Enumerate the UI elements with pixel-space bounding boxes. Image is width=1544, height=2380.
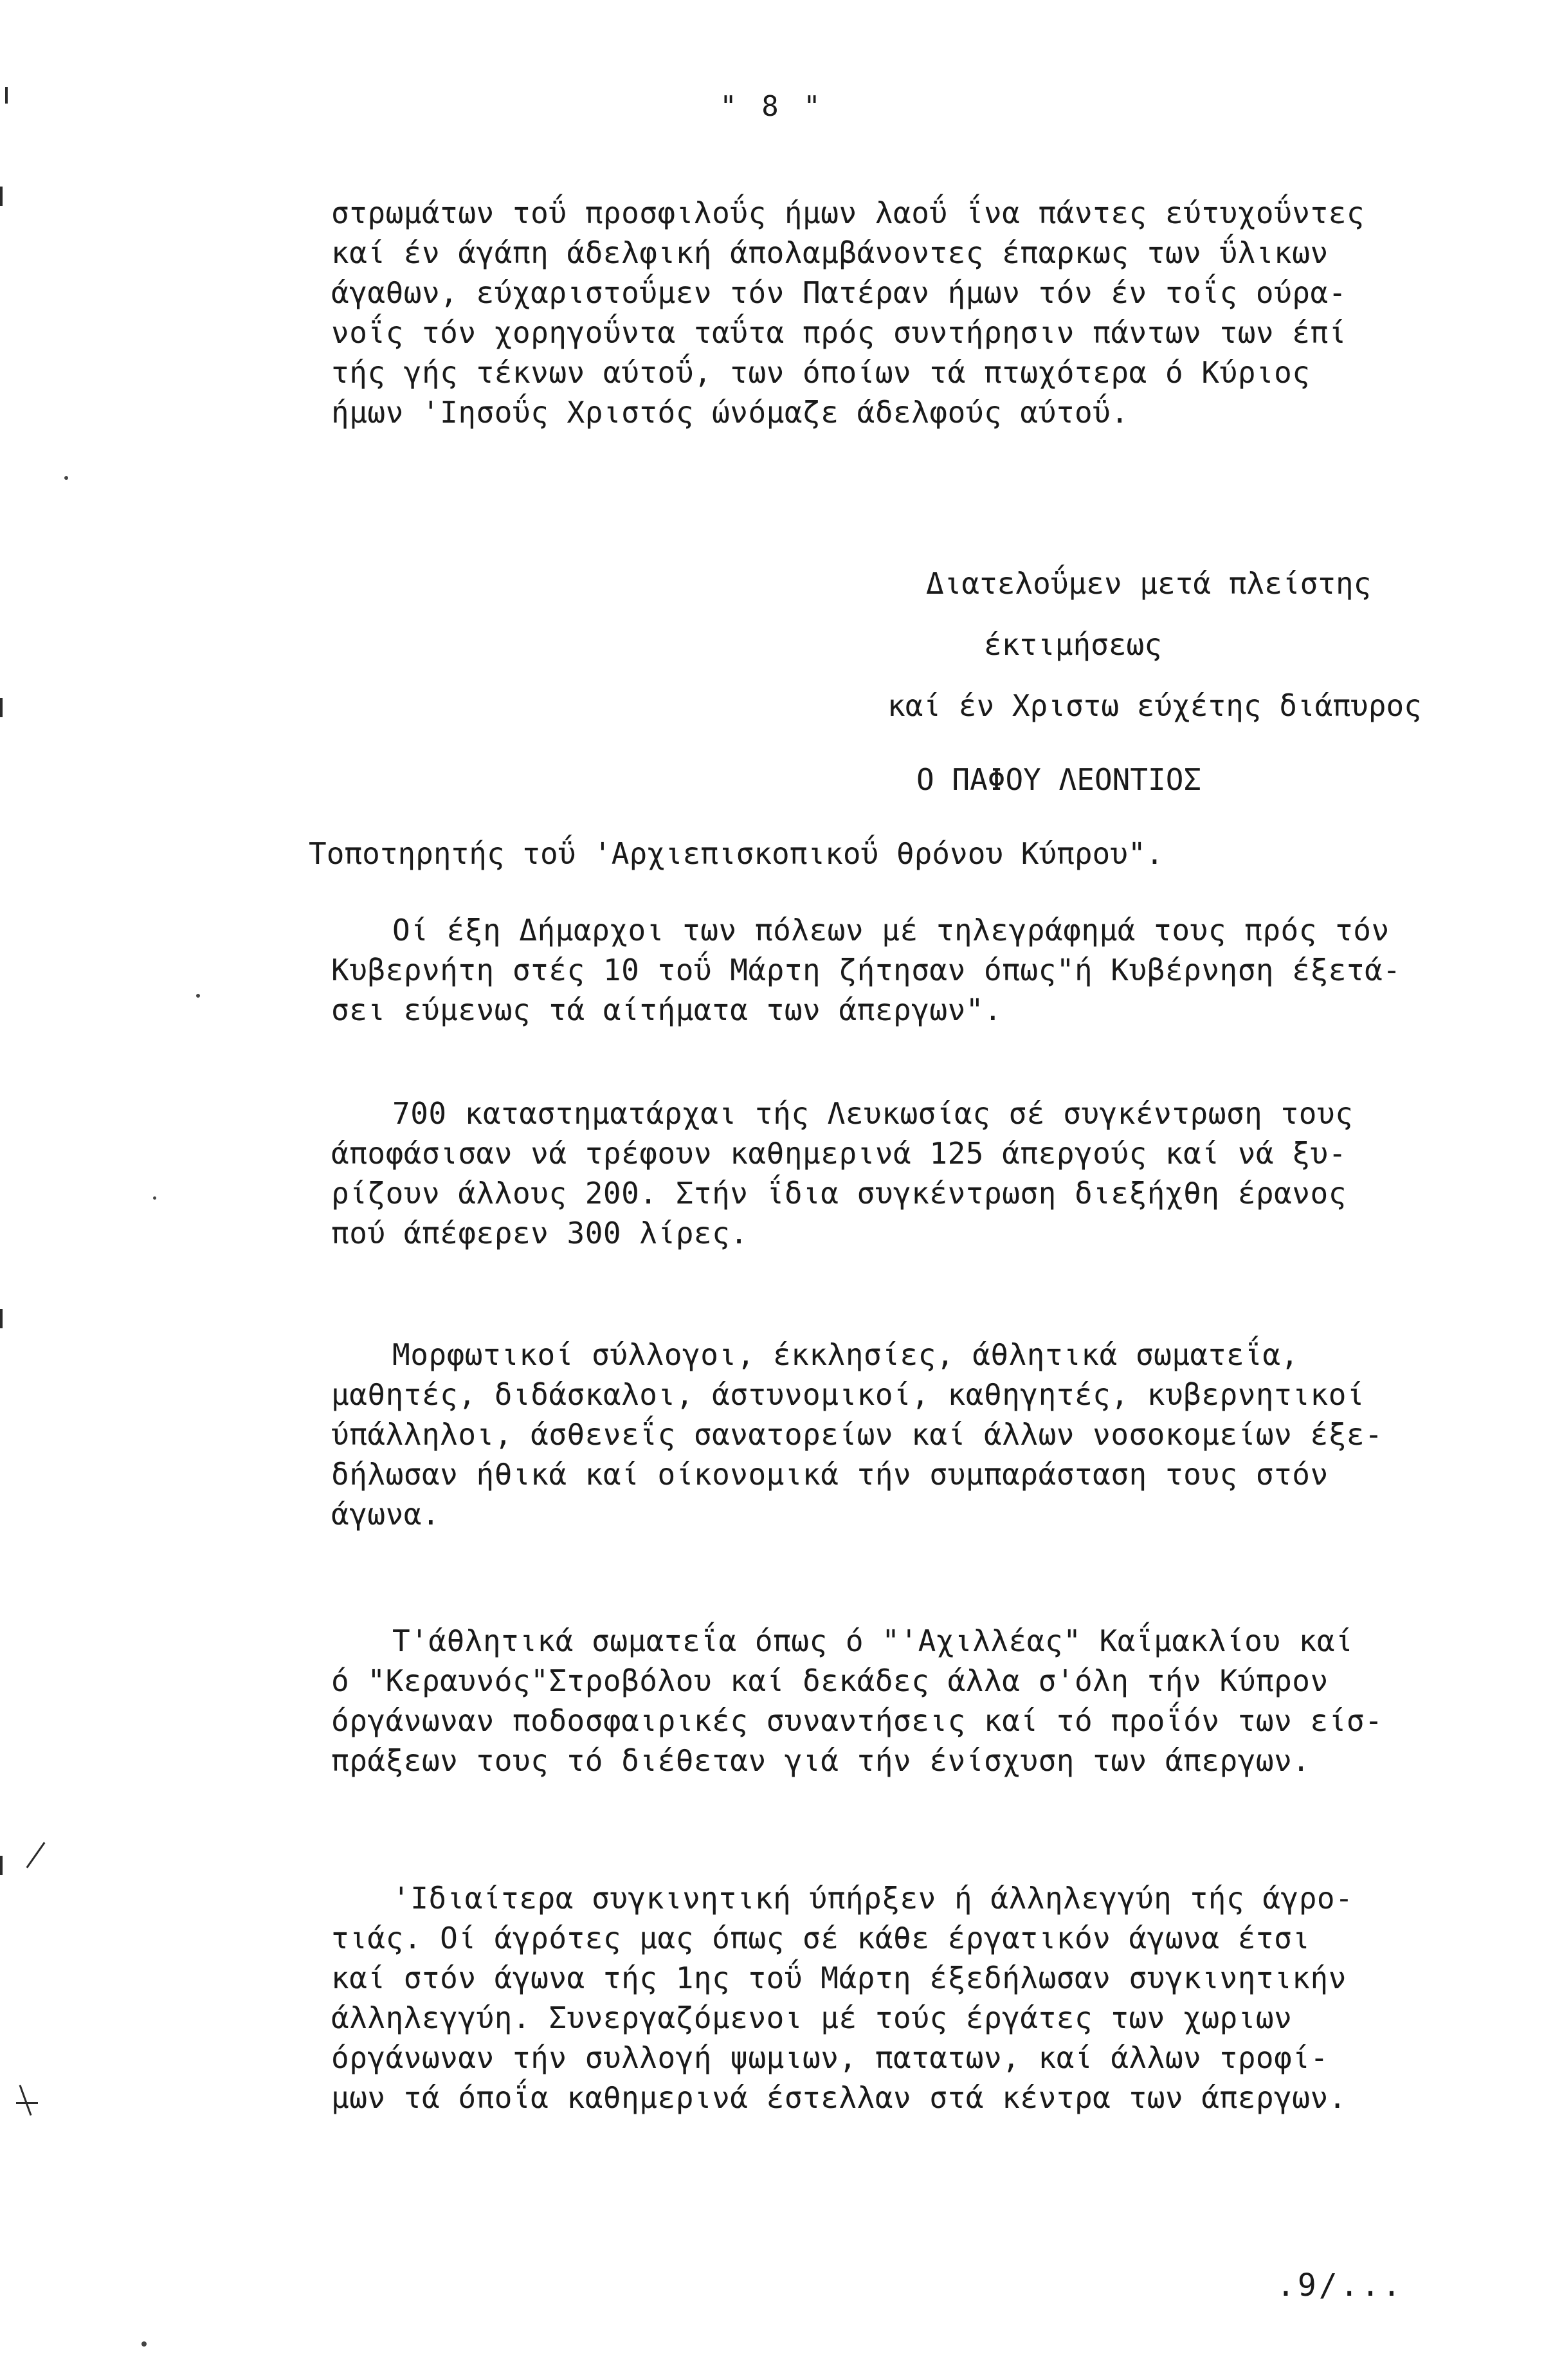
scan-artifact [141, 2341, 147, 2347]
scan-artifact [26, 1842, 46, 1868]
paragraph-6 [331, 1878, 1463, 2118]
paragraph-5 [331, 1621, 1463, 1780]
page-number: " 8 " [720, 90, 824, 123]
text-line: δήλωσαν ήθικά καί οίκονομικά τήν συμπαράσταση τους στόν [331, 1457, 1329, 1492]
text-line: Τ'άθλητικά σωματεΐα όπως ό "'Αχιλλέας" Καΐμακλίου καί [392, 1624, 1354, 1658]
continuation-marker: .9/... [1276, 2267, 1404, 2303]
paragraph-3 [331, 1094, 1463, 1253]
closing-line-1: Διατελοΰμεν μετά πλείστης [926, 566, 1372, 601]
scan-artifact [153, 1196, 156, 1200]
text-line: πράξεων τους τό διέθεταν γιά τήν ένίσχυση των άπεργων. [331, 1743, 1311, 1778]
paragraph-2 [331, 910, 1463, 1030]
text-line: άγαθων, εύχαριστοΰμεν τόν Πατέραν ήμων τόν έν τοΐς ούρα- [331, 275, 1347, 310]
paragraph-4 [331, 1335, 1463, 1534]
text-line: όργάνωναν τήν συλλογή ψωμιων, πατατων, καί άλλων τροφί- [331, 2040, 1329, 2075]
text-line: καί στόν άγωνα τής 1ης τοΰ Μάρτη έξεδήλωσαν συγκινητικήν [331, 1961, 1347, 1995]
scan-artifact [0, 1856, 3, 1875]
scan-artifact [0, 1309, 3, 1328]
signatory-title: Τοποτηρητής τοΰ 'Αρχιεπισκοπικοΰ θρόνου Κύπρου". [309, 836, 1164, 871]
text-line: καί έν άγάπη άδελφική άπολαμβάνοντες έπαρκως των ΰλικων [331, 235, 1329, 270]
text-line: όργάνωναν ποδοσφαιρικές συναντήσεις καί τό προΐόν των είσ- [331, 1703, 1383, 1738]
text-line: άποφάσισαν νά τρέφουν καθημερινά 125 άπεργούς καί νά ξυ- [331, 1136, 1347, 1171]
text-line: ρίζουν άλλους 200. Στήν ΐδια συγκέντρωση διεξήχθη έρανος [331, 1176, 1347, 1211]
text-line: μαθητές, διδάσκαλοι, άστυνομικοί, καθηγητές, κυβερνητικοί [331, 1377, 1365, 1412]
text-line: στρωμάτων τοΰ προσφιλοΰς ήμων λαοΰ ΐνα πάντες εύτυχοΰντες [331, 196, 1365, 230]
scan-artifact [19, 2085, 32, 2116]
scan-artifact [0, 187, 3, 206]
text-line: Οί έξη Δήμαρχοι των πόλεων μέ τηλεγράφημά τους πρός τόν [392, 913, 1390, 947]
scan-artifact [16, 2102, 38, 2104]
closing-line-3: καί έν Χριστω εύχέτης διάπυρος [887, 688, 1422, 723]
text-line: 700 καταστηματάρχαι τής Λευκωσίας σέ συγκέντρωση τους [392, 1096, 1354, 1131]
text-line: σει εύμενως τά αίτήματα των άπεργων". [331, 993, 1003, 1027]
text-line: ήμων 'Ιησοΰς Χριστός ώνόμαζε άδελφούς αύτοΰ. [331, 395, 1129, 430]
text-line: ό "Κεραυνός"Στροβόλου καί δεκάδες άλλα σ'όλη τήν Κύπρον [331, 1663, 1329, 1698]
text-line: ύπάλληλοι, άσθενεΐς σανατορείων καί άλλων νοσοκομείων έξε- [331, 1417, 1383, 1452]
text-line: Μορφωτικοί σύλλογοι, έκκλησίες, άθλητικά σωματεΐα, [392, 1337, 1299, 1372]
text-line: άγωνα. [331, 1497, 440, 1532]
text-line: πού άπέφερεν 300 λίρες. [331, 1216, 749, 1250]
scan-artifact [64, 476, 68, 480]
closing-line-2: έκτιμήσεως [984, 627, 1162, 662]
scan-artifact [5, 87, 8, 104]
text-line: 'Ιδιαίτερα συγκινητική ύπήρξεν ή άλληλεγγύη τής άγρο- [392, 1881, 1354, 1916]
scan-artifact [0, 698, 3, 717]
paragraph-1 [331, 193, 1463, 432]
text-line: τής γής τέκνων αύτοΰ, των όποίων τά πτωχότερα ό Κύριος [331, 355, 1311, 390]
text-line: Κυβερνήτη στές 10 τοΰ Μάρτη ζήτησαν όπως"ή Κυβέρνηση έξετά- [331, 953, 1401, 987]
text-line: νοΐς τόν χορηγοΰντα ταΰτα πρός συντήρησιν πάντων των έπί [331, 315, 1347, 350]
scan-artifact [196, 994, 200, 998]
text-line: άλληλεγγύη. Συνεργαζόμενοι μέ τούς έργάτες των χωριων [331, 2000, 1293, 2035]
signature: Ο ΠΑΦΟΥ ΛΕΟΝΤΙΟΣ [916, 762, 1202, 797]
text-line: μων τά όποΐα καθημερινά έστελλαν στά κέντρα των άπεργων. [331, 2080, 1347, 2115]
text-line: τιάς. Οί άγρότες μας όπως σέ κάθε έργατικόν άγωνα έτσι [331, 1921, 1311, 1955]
